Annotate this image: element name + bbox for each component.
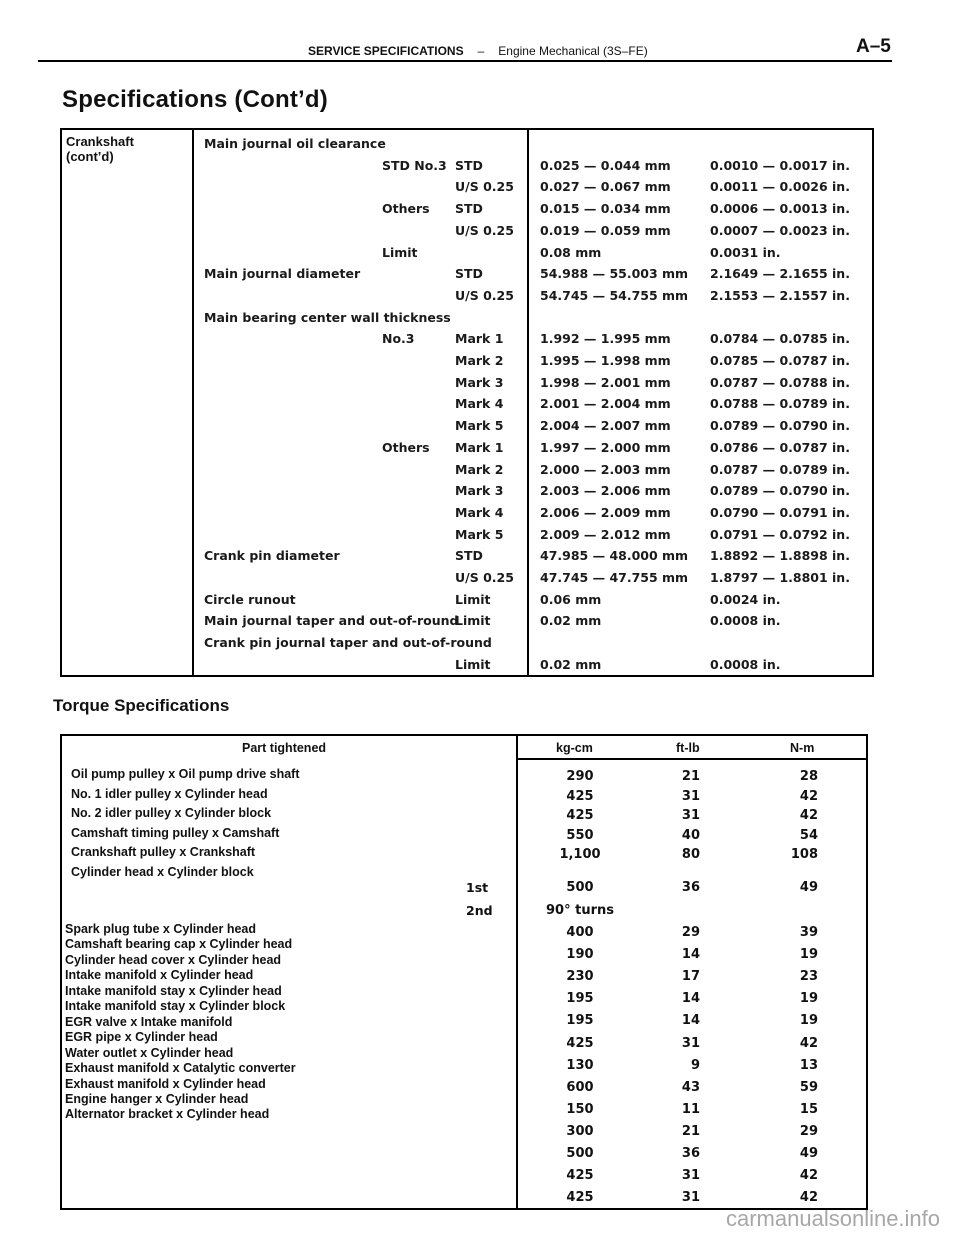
torque-ftlb: 80 [681,847,700,862]
header-subsection: Engine Mechanical (3S–FE) [498,44,648,58]
torque-part-name: Oil pump pulley x Oil pump drive shaft [71,767,300,781]
torque-part-name: Cylinder head x Cylinder block [71,864,254,879]
spec-cell-cond: Mark 2 [455,461,504,477]
spec-cell-mm: 0.02 mm [540,613,602,629]
spec-cell-mm: 54.988 — 55.003 mm [540,266,689,282]
spec-cell-mm: 0.025 — 0.044 mm [540,157,671,173]
torque-part-name: Camshaft timing pulley x Camshaft [71,825,280,840]
spec-cell-item: Crank pin diameter [204,548,340,564]
torque-ftlb: 31 [681,1035,700,1051]
torque-nm: 49 [799,1146,818,1161]
spec-cell-in: 0.0791 — 0.0792 in. [710,526,850,542]
torque-part-name: Intake manifold x Cylinder head [65,968,254,983]
torque-ftlb: 31 [681,808,700,823]
spec-cell-item: Main bearing center wall thickness [204,309,451,325]
torque-part-name: Engine hanger x Cylinder head [65,1091,249,1106]
spec-cell-mm: 0.02 mm [540,656,602,672]
spec-cell-mm: 2.004 — 2.007 mm [540,418,671,434]
torque-nm: 42 [799,788,818,804]
torque-part-name: Alternator bracket x Cylinder head [65,1107,270,1122]
torque-section-title: Torque Specifications [53,696,230,715]
torque-kgcm: 600 [566,1079,594,1095]
spec-rows [62,136,872,676]
spec-cell-mm: 2.001 — 2.004 mm [540,396,671,412]
spec-row [62,635,872,657]
torque-part-name: Crankshaft pulley x Crankshaft [71,845,256,859]
spec-cell-mm: 0.027 — 0.067 mm [540,179,671,195]
torque-ftlb: 43 [681,1079,700,1095]
spec-row [62,396,872,418]
spec-row [62,331,872,353]
torque-kgcm: 500 [566,880,594,895]
spec-cell-in: 0.0789 — 0.0790 in. [710,483,850,499]
spec-cell-cond: U/S 0.25 [455,287,514,303]
spec-row [62,570,872,592]
spec-cell-item: Circle runout [204,591,296,607]
spec-row [62,505,872,527]
spec-row [62,201,872,223]
torque-kgcm: 195 [566,991,594,1007]
torque-nm: 23 [799,969,818,985]
spec-cell-cond: Mark 4 [455,396,504,412]
spec-cell-pos: No.3 [382,331,415,347]
spec-row [62,179,872,201]
torque-kgcm: 190 [566,947,594,963]
torque-kgcm: 90° turns [546,903,614,918]
spec-cell-item: Main journal diameter [204,266,361,282]
torque-kgcm: 290 [566,769,594,784]
torque-nm: 108 [790,847,818,862]
header-ft-lb: ft-lb [676,741,700,755]
header-part-tightened: Part tightened [242,741,327,755]
spec-cell-in: 0.0784 — 0.0785 in. [710,331,850,347]
torque-part-name: Exhaust manifold x Cylinder head [65,1076,266,1091]
torque-ftlb: 17 [681,969,700,985]
spec-cell-cond: Mark 4 [455,504,504,520]
torque-part-name: Intake manifold stay x Cylinder head [65,983,282,998]
spec-row [62,158,872,180]
torque-nm: 49 [799,880,818,895]
torque-ftlb: 14 [681,947,700,963]
spec-cell-in: 0.0011 — 0.0026 in. [710,179,850,195]
torque-kgcm: 425 [566,1190,594,1206]
spec-cell-cond: Mark 1 [455,331,504,347]
spec-cell-in: 0.0790 — 0.0791 in. [710,504,850,520]
spec-cell-in: 0.0787 — 0.0789 in. [710,461,850,477]
spec-row [62,527,872,549]
torque-ftlb: 21 [681,769,700,784]
torque-kgcm: 130 [566,1057,594,1073]
torque-part-name: No. 2 idler pulley x Cylinder block [71,806,272,820]
torque-ftlb: 21 [681,1123,700,1139]
torque-ftlb: 31 [681,1168,700,1184]
spec-cell-in: 0.0785 — 0.0787 in. [710,353,850,368]
spec-cell-mm: 1.995 — 1.998 mm [540,353,671,368]
spec-cell-mm: 47.985 — 48.000 mm [540,548,689,564]
torque-nm: 29 [799,1123,818,1139]
spec-cell-mm: 1.998 — 2.001 mm [540,374,671,390]
header-separator: – [477,44,485,58]
spec-cell-in: 0.0031 in. [710,244,781,260]
spec-cell-mm: 0.015 — 0.034 mm [540,201,671,217]
spec-row [62,223,872,245]
spec-cell-pos: STD No.3 [382,157,447,173]
torque-nm: 13 [799,1057,818,1073]
torque-header-rule [518,758,868,760]
spec-cell-mm: 2.009 — 2.012 mm [540,526,671,542]
torque-kgcm: 400 [566,925,594,940]
torque-part-name: Intake manifold stay x Cylinder block [65,999,286,1014]
spec-row [62,613,872,635]
spec-row [62,245,872,267]
spec-cell-cond: U/S 0.25 [455,222,514,238]
spec-cell-in: 1.8797 — 1.8801 in. [710,570,850,585]
spec-row [62,310,872,332]
torque-step-label: 1st [466,880,489,895]
spec-cell-in: 0.0007 — 0.0023 in. [710,222,850,238]
torque-nm: 28 [799,769,818,784]
spec-cell-cond: Mark 2 [455,353,504,368]
spec-cell-mm: 2.003 — 2.006 mm [540,483,671,499]
crankshaft-label-line2: (cont’d) [66,149,114,164]
spec-cell-cond: Limit [455,613,491,629]
torque-kgcm: 425 [566,1168,594,1184]
torque-kgcm: 195 [566,1013,594,1029]
crankshaft-label-line1: Crankshaft [66,134,134,149]
spec-cell-mm: 0.06 mm [540,591,602,607]
header-rule [38,60,892,62]
torque-ftlb: 31 [681,1190,700,1206]
spec-cell-mm: 0.08 mm [540,244,602,260]
torque-part-name: Cylinder head cover x Cylinder head [65,952,282,967]
torque-step-label: 2nd [466,903,493,918]
torque-kgcm: 230 [566,969,594,985]
torque-part-name: EGR valve x Intake manifold [65,1014,233,1029]
spec-cell-item: Crank pin journal taper and out-of-round [204,635,492,651]
spec-cell-in: 0.0789 — 0.0790 in. [710,418,850,434]
running-header [308,44,648,58]
spec-cell-cond: STD [455,266,483,282]
spec-cell-pos: Others [382,201,430,217]
spec-cell-cond: Mark 1 [455,439,504,455]
spec-cell-item: Main journal oil clearance [204,136,386,151]
header-section: SERVICE SPECIFICATIONS [308,44,464,58]
header-n-m: N-m [790,741,815,755]
spec-cell-mm: 0.019 — 0.059 mm [540,222,671,238]
torque-nm: 39 [799,925,818,940]
torque-nm: 19 [799,991,818,1007]
spec-cell-in: 0.0024 in. [710,591,781,607]
torque-ftlb: 9 [690,1057,700,1073]
spec-cell-mm: 2.000 — 2.003 mm [540,461,671,477]
torque-kgcm: 425 [566,1035,594,1051]
spec-row [62,483,872,505]
torque-kgcm: 300 [566,1123,594,1139]
spec-cell-in: 0.0010 — 0.0017 in. [710,157,850,173]
spec-cell-in: 0.0008 in. [710,613,781,629]
spec-cell-cond: Mark 3 [455,374,504,390]
torque-ftlb: 40 [681,827,700,843]
spec-row [62,353,872,375]
spec-row [62,136,872,158]
torque-kgcm: 150 [566,1101,594,1117]
watermark: carmanualsonline.info [726,1206,941,1231]
torque-table-divider [516,734,518,1210]
spec-cell-in: 0.0008 in. [710,656,781,672]
torque-kgcm: 425 [566,808,594,823]
spec-cell-mm: 1.997 — 2.000 mm [540,439,671,455]
torque-nm: 19 [799,947,818,963]
spec-cell-cond: STD [455,201,483,217]
torque-ftlb: 11 [681,1101,700,1117]
spec-cell-cond: Mark 5 [455,418,504,434]
torque-nm: 54 [799,827,818,843]
spec-row [62,375,872,397]
torque-kgcm: 1,100 [559,847,601,862]
torque-part-name: EGR pipe x Cylinder head [65,1030,218,1045]
torque-nm: 42 [799,1168,818,1184]
spec-cell-mm: 2.006 — 2.009 mm [540,504,671,520]
spec-cell-cond: Mark 5 [455,526,504,542]
spec-cell-mm: 1.992 — 1.995 mm [540,331,671,347]
torque-kgcm: 500 [566,1146,594,1161]
torque-ftlb: 29 [681,925,700,940]
spec-cell-in: 0.0006 — 0.0013 in. [710,201,850,217]
torque-nm: 42 [799,808,818,823]
spec-cell-in: 0.0786 — 0.0787 in. [710,439,850,455]
spec-cell-cond: Mark 3 [455,483,504,499]
spec-row [62,266,872,288]
spec-cell-mm: 54.745 — 54.755 mm [540,287,689,303]
page-number: A–5 [856,36,891,57]
spec-cell-pos: Limit [382,244,418,260]
spec-row [62,288,872,310]
torque-part-name: No. 1 idler pulley x Cylinder head [71,786,268,801]
spec-cell-cond: U/S 0.25 [455,179,514,195]
spec-cell-cond: Limit [455,656,491,672]
spec-cell-cond: Limit [455,591,491,607]
spec-cell-pos: Others [382,439,430,455]
spec-cell-cond: STD [455,157,483,173]
spec-cell-cond: U/S 0.25 [455,570,514,585]
torque-ftlb: 36 [681,1146,700,1161]
torque-nm: 42 [799,1035,818,1051]
spec-row [62,418,872,440]
spec-cell-in: 2.1553 — 2.1557 in. [710,287,850,303]
spec-row [62,462,872,484]
torque-ftlb: 31 [681,788,700,804]
torque-ftlb: 14 [681,1013,700,1029]
torque-part-name: Spark plug tube x Cylinder head [65,922,257,936]
torque-nm: 42 [799,1190,818,1206]
torque-part-name: Camshaft bearing cap x Cylinder head [65,937,293,952]
spec-cell-in: 0.0787 — 0.0788 in. [710,374,850,390]
torque-nm: 15 [799,1101,818,1117]
torque-ftlb: 14 [681,991,700,1007]
spec-row [62,592,872,614]
spec-cell-in: 0.0788 — 0.0789 in. [710,396,850,412]
spec-cell-item: Main journal taper and out-of-round [204,613,459,629]
spec-row [62,657,872,679]
torque-nm: 59 [799,1079,818,1095]
torque-ftlb: 36 [681,880,700,895]
torque-kgcm: 425 [566,788,594,804]
torque-part-name: Exhaust manifold x Catalytic converter [65,1061,296,1076]
spec-cell-in: 1.8892 — 1.8898 in. [710,548,850,564]
spec-row [62,548,872,570]
spec-cell-cond: STD [455,548,483,564]
spec-row [62,440,872,462]
torque-kgcm: 550 [566,827,594,843]
torque-spec-table [60,734,868,1210]
torque-nm: 19 [799,1013,818,1029]
spec-cell-in: 2.1649 — 2.1655 in. [710,266,850,282]
torque-part-name: Water outlet x Cylinder head [65,1045,234,1060]
page-title: Specifications (Cont’d) [62,86,328,113]
spec-cell-mm: 47.745 — 47.755 mm [540,570,689,585]
header-kg-cm: kg-cm [556,741,593,755]
